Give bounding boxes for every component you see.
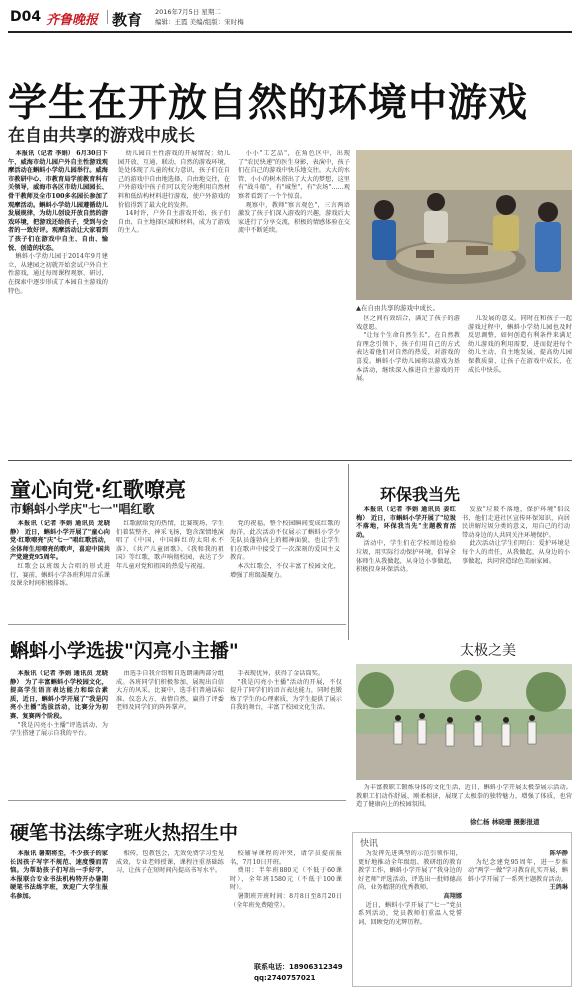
sidebar-header: 快讯 [360, 839, 379, 849]
host-col-2 [116, 670, 224, 790]
env-col-1-para: 活动中，学生们在学校周边捡拾垃圾，用实际行动保护环境，倡导全体师生从我做起，从身边小事做起，积极投身环保活动。 [356, 540, 456, 574]
host-col-1-para: "我是闪亮小主播"评选活动，为学生搭建了展示自我的平台。 [10, 721, 108, 738]
main-col-2 [118, 150, 230, 455]
host-col-3-para: "我是闪亮小主播"活动的开展，不仅提升了同学们的语言表达能力，同时也锻炼了学生的心理素质，为学生提供了展示自我的舞台，丰富了校园文化生活。 [230, 678, 342, 712]
main-col-5 [468, 315, 572, 455]
calligraphy-col-1 [10, 850, 108, 985]
main-col-3-para: 观察中，教师"察言观色"，三言两语激发了孩子们深入游戏的兴趣，游戏后大家进行了分享交流，积极的情感体验在交流中不断延续。 [238, 201, 350, 235]
children-playing-photo [356, 150, 572, 300]
calligraphy-headline: 硬笔书法练字班火热招生中 [10, 822, 239, 844]
env-col-2-para: 此次活动让学生们明白：爱护环境是每个人的责任，从我做起，从身边的小事做起，共同营造绿色美丽家园。 [462, 540, 570, 565]
main-subhead: 在自由共享的游戏中成长 [8, 126, 195, 146]
host-col-1 [10, 670, 108, 790]
main-col-4 [356, 315, 460, 455]
calligraphy-col-3-para: 费用：半年班880元（不低于60课时），全年班1580元（不低于100课时）。 [230, 867, 342, 892]
sidebar-item-text: 为发挥先进典型的示范引领作用，更好地推动全年级组、教研组的教育教学工作，蝌蚪小学开展了"我身边的好老师"评选活动，评选出一批师德高尚、业务精湛的优秀教师。 [358, 850, 462, 892]
masthead [0, 0, 580, 32]
main-photo-caption: ▲在自由共享的游戏中成长。 [356, 304, 439, 312]
main-col-5-para: 儿发展的意义。同时在和孩子一起游戏过程中，蝌蚪小学幼儿园也及时反思调整，如何创造有利条件来满足幼儿游戏的利用需要，进而促进每个幼儿主动、自主地发展，提高幼儿园保教质量，让孩子在游戏中成长，在成长中快乐。 [468, 315, 572, 374]
host-col-1-para: 本报讯（记者 李娟 通讯员 龙晓静） 为了丰富蝌蚪小学校园文化，提高学生语言表达能力和综合素质，近日，蝌蚪小学开展了"我是闪亮小主播"选拔活动，比赛分为初赛、复赛两个阶段。 [10, 670, 108, 720]
sidebar-item-credit: 陈华静 [549, 850, 568, 857]
env-col-1-para: 本报讯（记者 李娟 通讯员 姜红梅） 近日，市蝌蚪小学开展了"垃圾不落地，环保我当先"主题教育活动。 [356, 506, 456, 539]
section-name: 教育 [112, 11, 143, 29]
redsong-subhead: 市蝌蚪小学庆"七一"唱红歌 [10, 502, 155, 516]
env-col-1 [356, 506, 456, 634]
main-col-2-para: 14时许，户外自主游戏开始，孩子们自由、自主地择区域和材料，成为了游戏的主人。 [118, 210, 230, 235]
calligraphy-col-3 [230, 850, 342, 958]
env-headline: 环保我当先 [380, 485, 461, 504]
section-divider [8, 460, 572, 461]
redsong-col-1-para: 红歌会以班级大合唱的形式进行，赛前，蝌蚪小学各班利用音乐课及课余时间积极排练。 [10, 562, 110, 588]
masthead-rule [8, 31, 572, 33]
host-headline: 蝌蚪小学选拔"闪亮小主播" [10, 640, 239, 662]
staff-line: 编辑：王霞 美编/组版：宋时梅 [155, 18, 244, 26]
redsong-col-1-para: 本报讯（记者 李娟 通讯员 龙晓静） 近日，蝌蚪小学开展了"童心向党·红歌嘹亮"庆"七一"唱红歌活动，全体师生用嘹亮的歌声，喜迎中国共产党建党95周年。 [10, 520, 110, 562]
sidebar-item-text: 为纪念建党95周年，进一步推动"两学一做"学习教育扎实开展，蝌蚪小学开展了一系列主题教育活动。 [468, 858, 568, 883]
main-photo [356, 150, 572, 300]
main-col-4-para: 区之间有效结合，满足了孩子的游戏意愿。 [356, 315, 460, 331]
redsong-col-2 [116, 520, 224, 618]
calligraphy-qq: qq:2740757021 [254, 974, 316, 982]
taichi-caption-text: 为丰富教职工锻炼身体的文化生活，近日，蝌蚪小学开展太极拳展示活动。教职工们动作舒展、刚柔相济，展现了太极拳的独特魅力，增强了体质，也营造了健康向上的校园氛围。 [356, 784, 572, 809]
taichi-photo [356, 664, 572, 780]
sidebar-item-credit: 高翔娜 [443, 892, 462, 900]
sidebar-item-credit: 王鸽琳 [549, 884, 568, 892]
taichi-headline: 太极之美 [460, 643, 516, 659]
redsong-col-2-para: 红歌献给党的热情，比赛现场，学生们着装整齐、神采飞扬，饱含深情地演唱了《中国，中国鲜红的太阳永不落》、《共产儿童团歌》、《我和我的祖国》等红歌，歌声响彻校园，表达了少年儿童对党和祖国的热爱与祝福。 [116, 520, 224, 570]
section-divider [8, 624, 346, 625]
sidebar-col-2 [468, 850, 568, 980]
main-col-1-para: 蝌蚪小学幼儿园于2014年9月建立，从建园之初就开始尝试户外自主性游戏，通过每周课程观察、研讨，在探索中逐步形成了本园自主游戏的特色。 [8, 253, 108, 295]
calligraphy-phone: 联系电话：18906312349 [254, 963, 343, 971]
paper-logo: 齐鲁晚报 [46, 13, 99, 28]
redsong-col-1 [10, 520, 110, 618]
redsong-col-3-para: 党的祝福，整个校园瞬间变成红歌的海洋，此次活动不仅展示了蝌蚪小学少先队员蓬勃向上的精神面貌，也让学生们在歌声中接受了一次深刻的爱国主义教育。 [230, 520, 340, 562]
calligraphy-col-3-para: 暑期班开班时间：8月8日至8月20日（全年班免费随堂）。 [230, 892, 342, 909]
host-col-3-para: 手表现优异，获得了金话筒奖。 [237, 670, 325, 677]
main-col-4-para: "让每个生命自然生长"，在自然教育理念引领下，孩子们用自己的方式表达着他们对自然的热爱，对游戏的喜爱。蝌蚪小学幼儿园将以游戏为基本活动，继续深入推进自主游戏的开展。 [356, 332, 460, 383]
taichi-credit: 徐仁杨 林晓珊 摄影报道 [470, 818, 540, 826]
sidebar-col-1 [358, 850, 462, 980]
sidebar-item-text: 近日，蝌蚪小学开展了"七一"党员系列活动，党员教师们重温入党誓词，回顾党的光辉历程。 [358, 901, 462, 926]
main-col-1-para: 本报讯（记者 李娟） 6月30日下午，威海市幼儿园户外自主性游戏观摩活动在蝌蚪小学幼儿园举行。威海市教研中心、市教育局学前教育科有关领导，威海市各区市幼儿园园长、骨干教师及全市100多名园长参加了观摩活动。蝌蚪小学幼儿园遵循幼儿发展规律，为幼儿创设开放自然的游戏环境，把游戏还给孩子，受到与会者的一致好评。观摩活动让大家看到了孩子们在游戏中自主、自由、愉悦、创造的状态。 [8, 150, 108, 252]
host-col-3 [230, 670, 342, 790]
calligraphy-col-2-para: 相传，包教包会，无效免费学习至见成效，专业老师授课，课程注重基础练习，让孩子在短时间内提高书写水平。 [116, 850, 224, 875]
env-col-2 [462, 506, 570, 634]
main-col-1 [8, 150, 108, 455]
redsong-col-3 [230, 520, 340, 618]
redsong-col-3-para: 本次红歌会，不仅丰富了校园文化，增强了班级凝聚力。 [230, 562, 340, 579]
section-divider [8, 800, 346, 801]
masthead-divider [107, 10, 108, 24]
taichi-photo-image [356, 664, 572, 780]
calligraphy-col-2 [116, 850, 224, 985]
vertical-divider [348, 464, 349, 640]
page-number: D04 [10, 9, 42, 25]
main-col-3 [238, 150, 350, 455]
redsong-headline: 童心向党·红歌嘹亮 [10, 478, 186, 502]
host-col-2-para: 由选手自我介绍和自选朗诵两部分组成。各班同学们积极参加，展现出自信大方的风采。比赛中，选手们普通话标准、仪态大方、表情自然，赢得了评委老师及同学们的阵阵掌声。 [116, 670, 224, 712]
taichi-caption [356, 784, 572, 814]
main-col-3-para: 小小"工艺品"，在角色区中，出现了"农民快递"的医生身影，表演中，孩子们在自己的游戏中快乐地交往。大大的水管、小小的树木搭出了大大的梦想，这里有"战斗船"，有"城堡"，有"农场"……观察者看到了一个个惊喜。 [238, 150, 350, 200]
calligraphy-col-3-para: 校辅导课程的冲突，请学员提前报名，7月10日开班。 [230, 850, 342, 866]
env-col-2-para: 发放"垃圾不落地，保护环境"倡议书，他们走进社区宣传环保知识，向居民讲解垃圾分类的意义，用自己的行动带动身边的人共同关注环境保护。 [462, 506, 570, 539]
main-headline: 学生在开放自然的环境中游戏 [8, 81, 529, 126]
calligraphy-col-1-para: 本报讯 暑期将至，不少孩子的家长因孩子写字不规范、速度慢而苦恼。为帮助孩子们写出一手好字，本报联合专业书法机构特开办暑期硬笔书法练字班，欢迎广大学生报名参加。 [10, 850, 108, 900]
main-col-2-para: 幼儿园自主性游戏的开展情况：幼儿园开放、互通、联动，自然的游戏环境，处处体现了儿童的权力意识，孩子们在自己的游戏中自由地选择、自由地交往，在户外游戏中孩子们可以充分地利用自然材料和低结构材料进行游戏，使户外游戏的价值得到了最大化的发挥。 [118, 150, 230, 209]
issue-date: 2016年7月5日 星期二 [155, 8, 221, 16]
